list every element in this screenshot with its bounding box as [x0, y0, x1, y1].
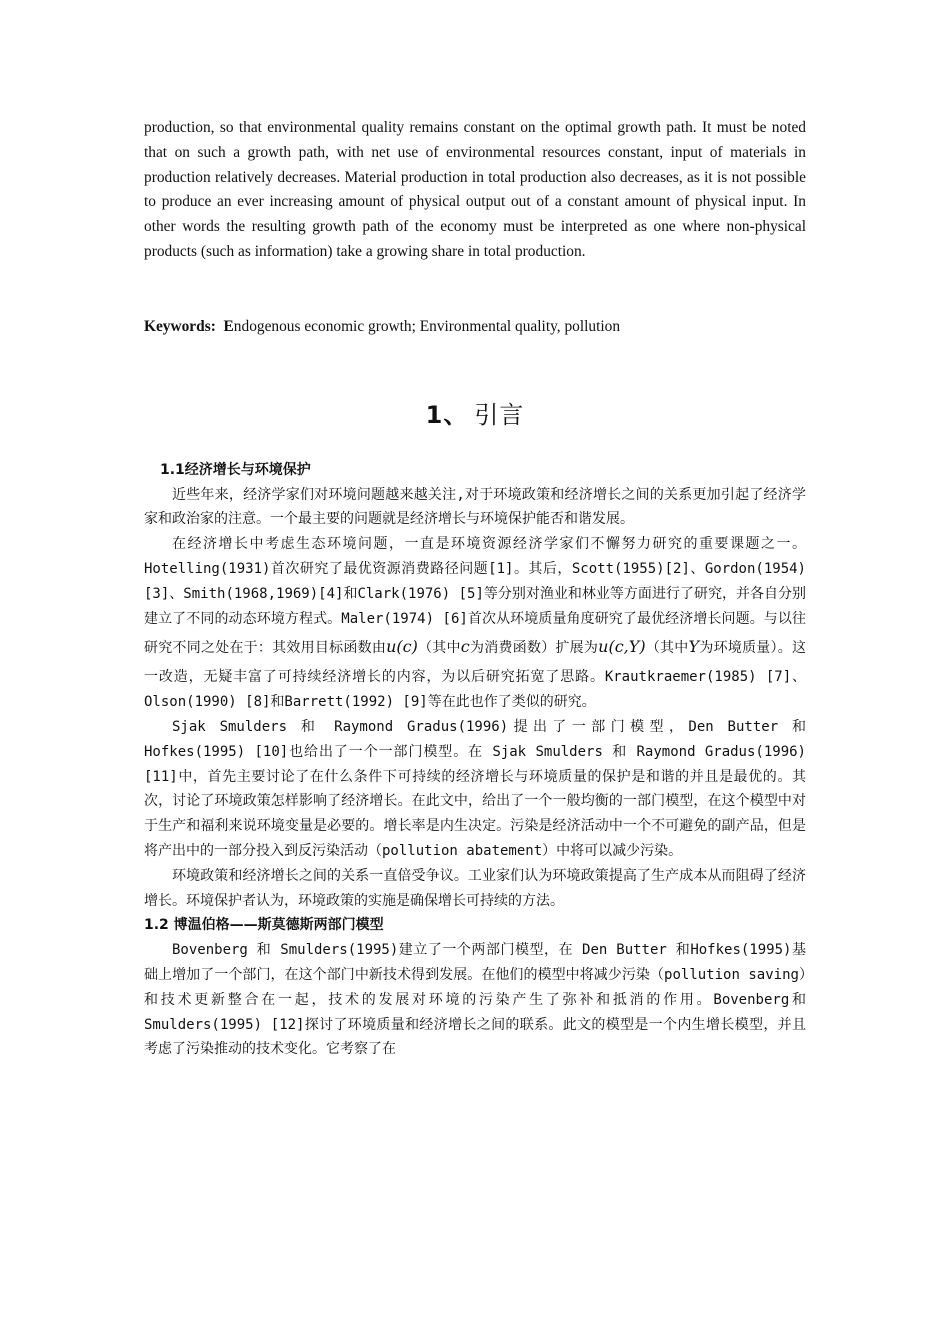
keywords-first-letter: E: [223, 317, 234, 335]
paragraph-1-1-b: [144, 532, 806, 715]
paragraph-text: 为环境质量）。这一改造，无疑丰富了可持续经济增长的内容，为以后研究拓宽了思路。Krautkraemer(1985) [7]、Olson(1990) [8]和Barrett(1992) [9]等在此也作了类似的研究。: [144, 640, 807, 711]
paragraph-text: （其中: [645, 640, 689, 657]
section-number: 1、: [425, 400, 469, 429]
section-heading: [144, 395, 806, 430]
paragraph-1-2-a: Bovenberg 和 Smulders(1995)建立了一个两部门模型，在 Den Butter 和Hofkes(1995)基础上增加了一个部门，在这个部门中新技术得到发展。在他们的模型中将减少污染（pollution saving）和技术更新整合在一起，技术的发展对环境的污染产生了弥补和抵消的作用。Bovenberg和 Smulders(1995) [12]探讨了环境质量和经济增长之间的联系。此文的模型是一个内生增长模型，并且考虑了污染推动的技术变化。它考察了在: [144, 942, 806, 1058]
math-consumption: c: [460, 637, 470, 657]
paragraph-1-1-c: Sjak Smulders 和 Raymond Gradus(1996)提出了一部门模型，Den Butter 和Hofkes(1995) [10]也给出了一个一部门模型。在 Sjak Smulders 和 Raymond Gradus(1996) [11]中，首先主要讨论了在什么条件下可持续的经济增长与环境质量的保护是和谐的并且是最优的。其次，讨论了环境政策怎样影响了经济增长。在此文中，给出了一个一般均衡的一部门模型，在这个模型中对于生产和福利来说环境变量是必要的。增长率是内生决定。污染是经济活动中一个不可避免的副产品，但是将产出中的一部分投入到反污染活动（pollution abatement）中将可以减少污染。: [144, 718, 806, 859]
paragraph-text: 在经济增长中考虑生态环境问题，一直是环境资源经济学家们不懈努力研究的重要课题之一。Hotelling(1931)首次研究了最优资源消费路径问题[1]。其后，Scott(1955)[2]、Gordon(1954)[3]、Smith(1968,1969)[4]和Clark(1976) [5]等分别对渔业和林业等方面进行了研究，并各自分别建立了不同的动态环境方程式。Maler(1974) [6]首次从环境质量角度研究了最优经济增长问题。与以往研究不同之处在于：其效用目标函数由: [144, 536, 806, 657]
math-environment: Y: [688, 637, 700, 657]
paragraph-text: 为消费函数）扩展为: [469, 640, 599, 657]
keywords-text: ndogenous economic growth; Environmental quality, pollution: [233, 317, 621, 335]
subsection-heading-1-2: 1.2 博温伯格——斯莫德斯两部门模型: [144, 917, 384, 934]
paragraph-text: （其中: [417, 640, 461, 657]
math-utility-function: u(c): [386, 637, 418, 657]
abstract-paragraph: production, so that environmental quality remains constant on the optimal growth path. It must be noted that on such a growth path, with net use of environmental resources constant, input of materials in production relatively decreases. Material production in total production also decreases, as it is not possible to produce an ever increasing amount of physical output out of a constant amount of physical input. In other words the resulting growth path of the economy must be interpreted as one where non-physical products (such as information) take a growing share in total production.: [144, 119, 806, 260]
keywords-line: [144, 315, 806, 339]
paragraph-1-1-d: 环境政策和经济增长之间的关系一直倍受争议。工业家们认为环境政策提高了生产成本从而阻碍了经济增长。环境保护者认为，环境政策的实施是确保增长可持续的方法。: [144, 867, 806, 909]
page-content: [144, 116, 806, 1062]
paragraph-1-1-a: 近些年来，经济学家们对环境问题越来越关注,对于环境政策和经济增长之间的关系更加引起了经济学家和政治家的注意。一个最主要的问题就是经济增长与环境保护能否和谐发展。: [144, 486, 806, 528]
subsection-heading-1-1: 1.1经济增长与环境保护: [160, 461, 311, 478]
keywords-label: Keywords:: [144, 317, 216, 335]
math-extended-utility: u(c,Y): [598, 637, 646, 657]
section-title: 引言: [474, 400, 525, 429]
